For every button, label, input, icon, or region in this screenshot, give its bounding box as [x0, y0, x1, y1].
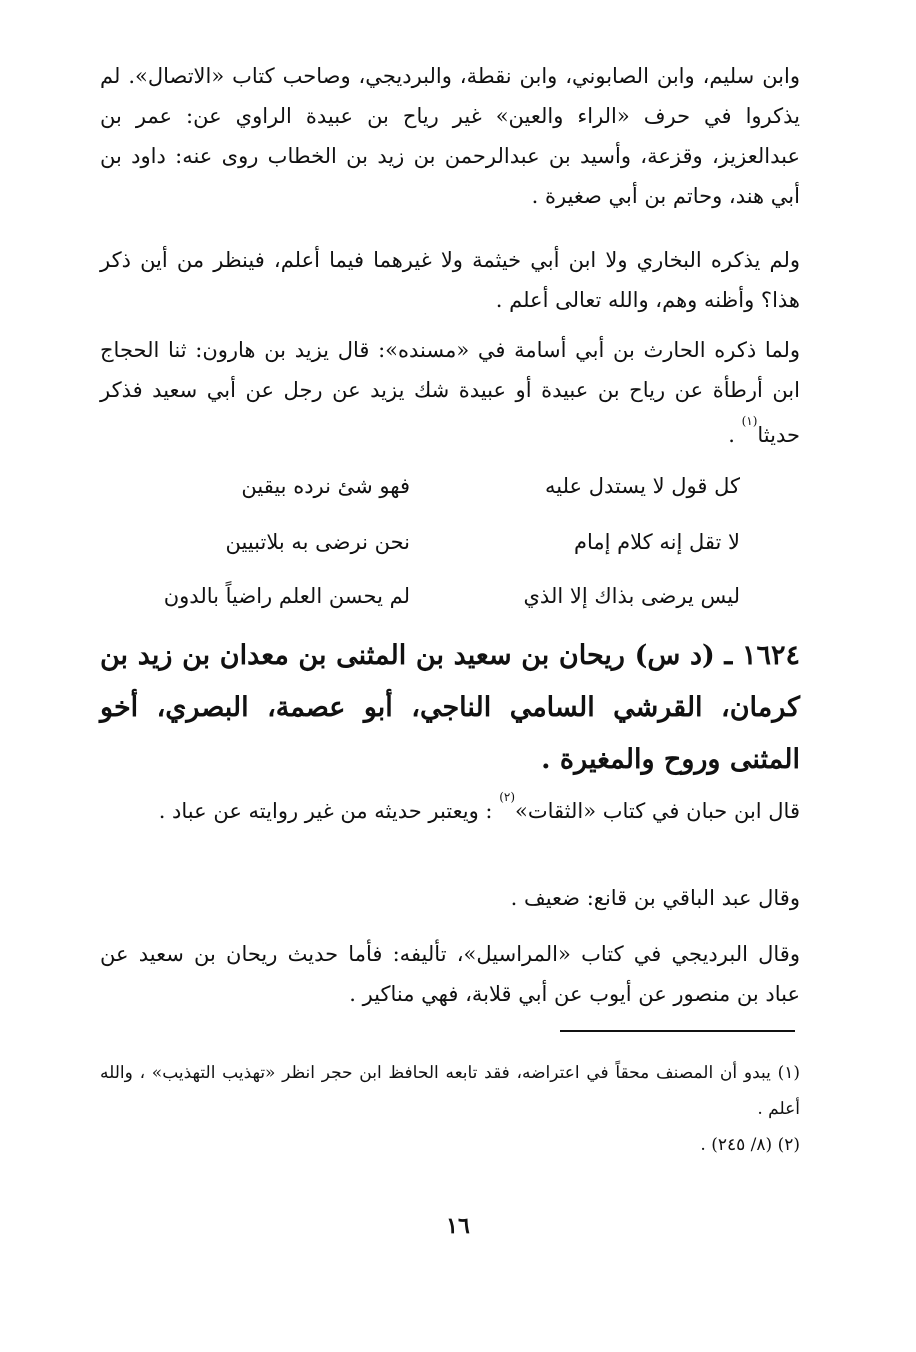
- paragraph-3-end: .: [728, 423, 742, 447]
- paragraph-3-text: ولما ذكره الحارث بن أبي أسامة في «مسنده»: قال يزيد بن هارون: ثنا الحجاج ابن أرطأة عن رياح بن عبيدة أو عبيدة شك يزيد عن رجل عن أبي سعيد فذكر حديثا: [100, 338, 800, 447]
- verse-1-second-half: فهو شئ نرده بيقين: [241, 474, 410, 498]
- footnote-ref-1: (١): [741, 414, 758, 428]
- verse-3-second-half: لم يحسن العلم راضياً بالدون: [163, 584, 410, 608]
- entry-paragraph-3: [100, 934, 800, 1014]
- verse-2-first-half: لا تقل إنه كلام إمام: [573, 530, 740, 554]
- paragraph-2-text: ولم يذكره البخاري ولا ابن أبي خيثمة ولا غيرهما فيما أعلم، فينظر من أين ذكر هذا؟ وأظنه وهم، والله تعالى أعلم .: [100, 248, 800, 312]
- verse-1: [140, 466, 740, 506]
- paragraph-1: [100, 56, 800, 216]
- entry-paragraph-1-rest: : ويعتبر حديثه من غير روايته عن عباد .: [158, 799, 500, 823]
- entry-paragraph-2-text: وقال عبد الباقي بن قانع: ضعيف .: [510, 886, 800, 910]
- entry-heading: ١٦٢٤ ـ (د س) ريحان بن سعيد بن المثنى بن معدان بن زيد بن كرمان، القرشي السامي الناجي، أبو عصمة، البصري، أخو المثنى وروح والمغيرة .: [100, 640, 800, 775]
- footnote-1: (١) يبدو أن المصنف محقاً في اعتراضه، فقد تابعه الحافظ ابن حجر انظر «تهذيب التهذيب» ، والله أعلم .: [100, 1063, 800, 1119]
- footnote-ref-2: (٢): [499, 790, 516, 804]
- entry-paragraph-3-text: وقال البرديجي في كتاب «المراسيل»، تأليفه: فأما حديث ريحان بن سعيد عن عباد بن منصور عن أيوب عن أبي قلابة، فهي مناكير .: [100, 942, 800, 1006]
- page-number: ١٦: [446, 1213, 470, 1239]
- paragraph-3: [100, 330, 800, 455]
- paragraph-2: [100, 240, 800, 320]
- verse-3: [140, 576, 740, 616]
- verse-2-second-half: نحن نرضى به بلاتبيين: [225, 530, 410, 554]
- entry-paragraph-1-text: قال ابن حبان في كتاب «الثقات»: [515, 799, 800, 823]
- entry-paragraph-1: [100, 786, 800, 831]
- footnote-separator: [560, 1030, 795, 1032]
- verse-3-first-half: ليس يرضى بذاك إلا الذي: [523, 584, 740, 608]
- paragraph-1-text: وابن سليم، وابن الصابوني، وابن نقطة، والبرديجي، وصاحب كتاب «الاتصال». لم يذكروا في حرف «الراء والعين» غير رياح بن عبيدة الراوي عن: عمر بن عبدالعزيز، وقزعة، وأسيد بن عبدالرحمن بن زيد بن الخطاب روى عنه: داود بن أبي هند، وحاتم بن أبي صغيرة .: [100, 64, 800, 208]
- verse-2: [140, 522, 740, 562]
- footnote-2: (٢) (٨/ ٢٤٥) .: [700, 1135, 800, 1155]
- verse-1-first-half: كل قول لا يستدل عليه: [545, 474, 740, 498]
- footnotes: [100, 1055, 800, 1163]
- entry-paragraph-2: [100, 878, 800, 918]
